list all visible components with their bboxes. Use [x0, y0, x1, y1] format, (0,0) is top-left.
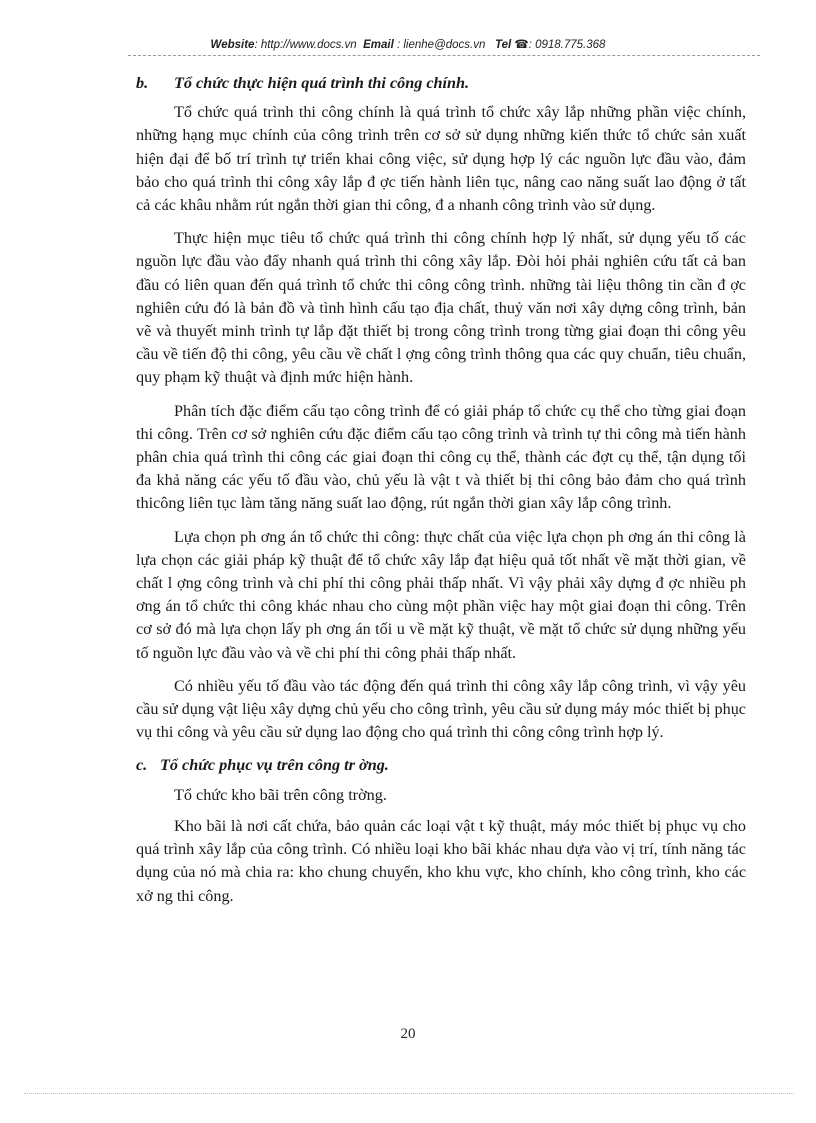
- paragraph-4: Lựa chọn ph ơng án tổ chức thi công: thực chất của việc lựa chọn ph ơng án thi công là lựa chọn các giải pháp kỹ thuật để tổ chức xây lắp đạt hiệu quả tốt nhất về mặt thời gian, về chất l ợng công trình và chi phí thi công phải thấp nhất. Vì vậy phải xây dựng đ ợc nhiều ph ơng án tổ chức thi công khác nhau cho cùng một phần việc hay một giai đoạn thi công. Trên cơ sở đó mà lựa chọn lấy ph ơng án tối u về mặt kỹ thuật, về mặt tổ chức sử dụng những yếu tố nguồn lực đầu vào và về chi phí thi công phải thấp nhất.: [136, 527, 746, 662]
- paragraph-6: Tổ chức kho bãi trên công trờng.: [174, 785, 387, 804]
- website-label: Website: [210, 39, 255, 51]
- email-value: : lienhe@docs.vn: [396, 39, 486, 51]
- section-letter-b: b.: [136, 74, 149, 92]
- section-title-c: Tổ chức phục vụ trên công tr ờng.: [160, 756, 389, 775]
- paragraph-2: Thực hiện mục tiêu tổ chức quá trình thi công chính hợp lý nhất, sử dụng yếu tố các nguồn lực đầu vào đẩy nhanh quá trình thi công xây lắp. Đòi hỏi phải nghiên cứu tất cả ban đầu có liên quan đến quá trình tổ chức thi công công trình. những tài liệu thông tin cần đ ợc nghiên cứu đó là bản đồ và tình hình cấu tạo địa chất, thuỷ văn nơi xây dựng công trình, bản vẽ và thuyết minh trình tự lắp đặt thiết bị trong công trình trong từng giai đoạn thi công yêu cầu về tiến độ thi công, yêu cầu về chất l ợng công trình thông qua các quy chuẩn, tiêu chuẩn, quy phạm kỹ thuật và định mức hiện hành.: [136, 229, 746, 387]
- section-heading-b: [136, 72, 746, 95]
- email-label: Email: [363, 39, 394, 51]
- paragraph-5: Có nhiều yếu tố đầu vào tác động đến quá trình thi công xây lắp công trình, vì vậy yêu cầu sử dụng vật liệu xây dựng chủ yếu cho công trình, yêu cầu sử dụng máy móc thiết bị phục vụ thi công và yêu cầu sử dụng lao động cho quá trình thi công công trình hợp lý.: [136, 676, 746, 742]
- tel-value: : 0918.775.368: [528, 39, 606, 51]
- section-letter-c: c.: [136, 756, 148, 775]
- website-value: : http://www.docs.vn: [254, 39, 357, 51]
- section-heading-c: [136, 754, 746, 777]
- telephone-icon: ☎: [514, 39, 529, 51]
- document-body: [136, 72, 746, 918]
- page-number: 20: [400, 1026, 416, 1042]
- page-header: [0, 37, 816, 51]
- paragraph-3: Phân tích đặc điểm cấu tạo công trình để có giải pháp tổ chức cụ thể cho từng giai đoạn thi công. Trên cơ sở nghiên cứu đặc điểm cấu tạo công trình và trình tự thi công mà tiến hành phân chia quá trình thi công các giai đoạn thi công cụ thể, thành các đợt cụ thể, tận dụng tối đa khả năng các yếu tố đầu vào, chủ yếu là vật t và thiết bị thi công bảo đảm cho quá trình thicông liên tục làm tăng năng suất lao động, rút ngắn thời gian xây lắp công trình.: [136, 401, 746, 513]
- paragraph-1: Tổ chức quá trình thi công chính là quá trình tổ chức xây lắp những phần việc chính, những hạng mục chính của công trình trên cơ sở sử dụng những kiến thức tổ chức sản xuất hiện đại để bố trí trình tự triển khai công việc, sử dụng hợp lý các nguồn lực đầu vào, đảm bảo cho quá trình thi công xây lắp đ ợc tiến hành liên tục, nâng cao năng suất lao động ở tất cả các khâu nhằm rút ngắn thời gian thi công, đ a nhanh công trình vào sử dụng.: [136, 103, 746, 215]
- paragraph-7: Kho bãi là nơi cất chứa, bảo quản các loại vật t kỹ thuật, máy móc thiết bị phục vụ cho quá trình xây lắp của công trình. Có nhiều loại kho bãi khác nhau dựa vào vị trí, tính năng tác dụng của nó mà chia ra: kho chung chuyển, kho khu vực, kho chính, kho công trình, kho các xở ng thi công.: [136, 816, 746, 905]
- header-divider: [128, 55, 760, 56]
- tel-label: Tel: [494, 39, 512, 51]
- footer-divider: [24, 1093, 794, 1094]
- section-title-b: Tổ chức thực hiện quá trình thi công chính.: [174, 74, 470, 92]
